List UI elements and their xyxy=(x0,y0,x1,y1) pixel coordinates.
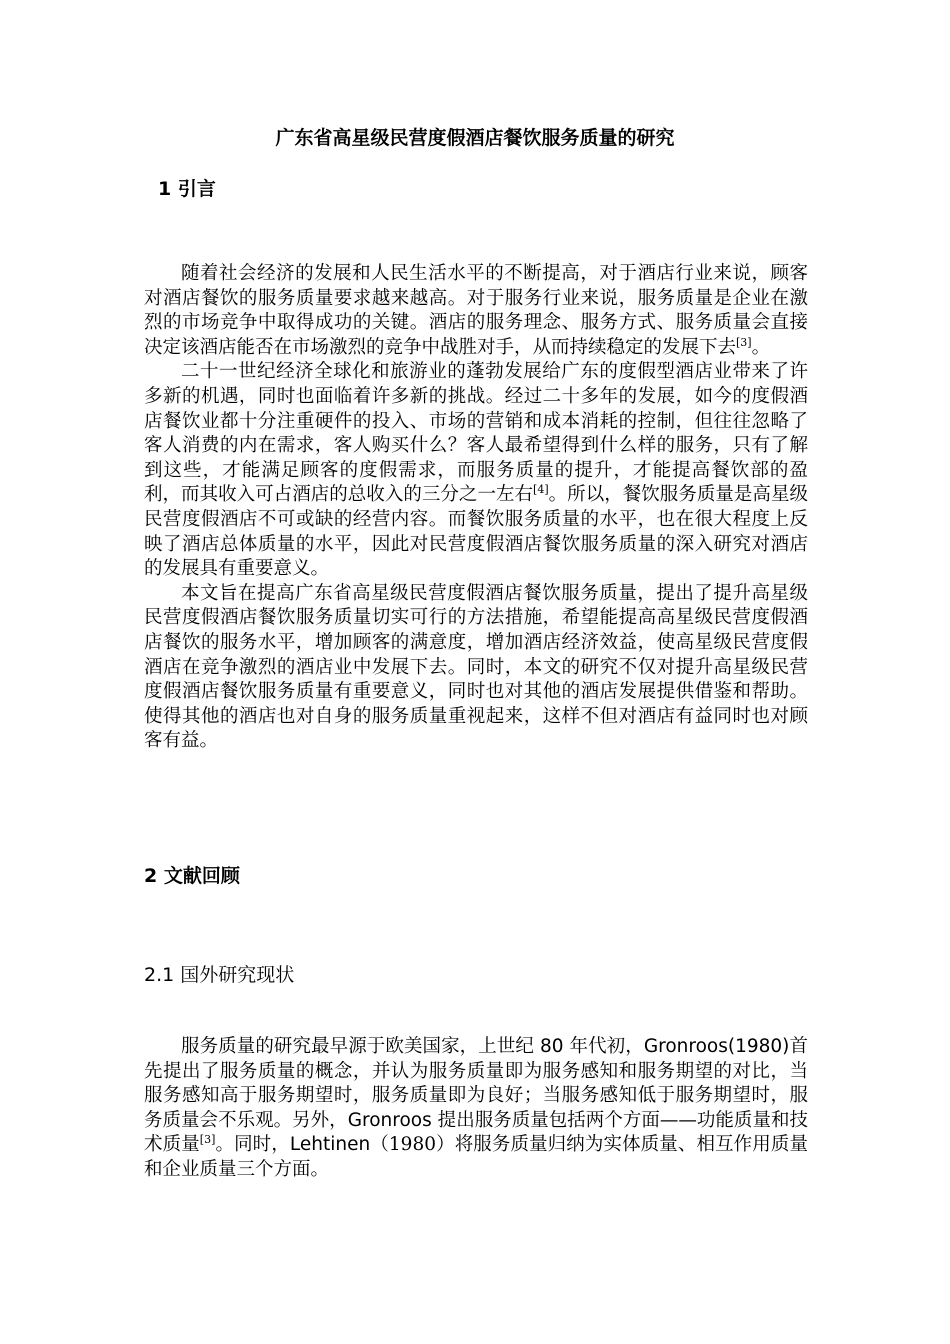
paragraph xyxy=(144,262,808,360)
paragraph-text: 提出服务质量包括两个方面——功能质量和技术质量 xyxy=(144,1109,808,1156)
citation: [4] xyxy=(533,483,549,497)
citation: [3] xyxy=(199,1133,216,1147)
paragraph-text: 。所以，餐饮服务质量是高星级民营度假酒店不可或缺的经营内容。而餐饮服务质量的水平，也在很大程度上反映了酒店总体质量的水平，因此对民营度假酒店餐饮服务质量的深入研究对酒店的发展具有重要意义。 xyxy=(144,484,808,580)
subsection-heading-foreign-research: 2.1 国外研究现状 xyxy=(144,964,295,986)
section-heading-introduction: 1 引言 xyxy=(158,178,216,200)
paragraph xyxy=(144,1035,808,1183)
paragraph xyxy=(144,360,808,581)
document-title: 广东省高星级民营度假酒店餐饮服务质量的研究 xyxy=(275,127,675,149)
author-reference: Lehtinen xyxy=(289,1134,371,1156)
paragraph-text: （1980）将服务质量归纳为实体质量、相互作用质量和企业质量三个方面。 xyxy=(144,1134,808,1180)
paragraph-text: 服务质量的研究最早源于欧美国家，上世纪 xyxy=(181,1036,534,1057)
paragraph-text: 。同时， xyxy=(215,1134,290,1156)
paragraph-text: 年代初， xyxy=(569,1036,644,1057)
author-reference: Gronroos xyxy=(347,1109,432,1131)
paragraph-text: 随着社会经济的发展和人民生活水平的不断提高，对于酒店行业来说，顾客对酒店餐饮的服务质量要求越来越高。对于服务行业来说，服务质量是企业在激烈的市场竞争中取得成功的关键。酒店的服务理念、服务方式、服务质量会直接决定该酒店能否在市场激烈的竞争中战胜对手，从而持续稳定的发展下去 xyxy=(144,263,808,358)
paragraph-text: 80 xyxy=(539,1036,564,1057)
section-heading-literature-review: 2 文献回顾 xyxy=(144,865,240,887)
author-reference: Gronroos(1980) xyxy=(643,1036,790,1057)
paragraph-text: 二十一世纪经济全球化和旅游业的蓬勃发展给广东的度假型酒店业带来了许多新的机遇，同时也面临着许多新的挑战。经过二十多年的发展，如今的度假酒店餐饮业都十分注重硬件的投入、市场的营销和成本消耗的控制，但往往忽略了客人消费的内在需求，客人购买什么？客人最希望得到什么样的服务，只有了解到这些，才能满足顾客的度假需求，而服务质量的提升，才能提高餐饮部的盈利，而其收入可占酒店的总收入的三分之一左右 xyxy=(144,361,808,506)
paragraph-text: 首先提出了服务质量的概念，并认为服务质量即为服务感知和服务期望的对比，当服务感知高于服务期望时，服务质量即为良好；当服务感知低于服务期望时，服务质量会不乐观。另外， xyxy=(144,1036,808,1131)
paragraph-text: 。 xyxy=(751,336,771,358)
paragraph xyxy=(144,582,808,754)
citation: [3] xyxy=(736,335,752,349)
paragraph-text: 本文旨在提高广东省高星级民营度假酒店餐饮服务质量，提出了提升高星级民营度假酒店餐饮服务质量切实可行的方法措施，希望能提高高星级民营度假酒店餐饮的服务水平，增加顾客的满意度，增加酒店经济效益，使高星级民营度假酒店在竞争激烈的酒店业中发展下去。同时，本文的研究不仅对提升高星级民营度假酒店餐饮服务质量有重要意义，同时也对其他的酒店发展提供借鉴和帮助。使得其他的酒店也对自身的服务质量重视起来，这样不但对酒店有益同时也对顾客有益。 xyxy=(144,582,808,752)
introduction-body xyxy=(144,262,808,754)
foreign-research-body xyxy=(144,1035,808,1183)
